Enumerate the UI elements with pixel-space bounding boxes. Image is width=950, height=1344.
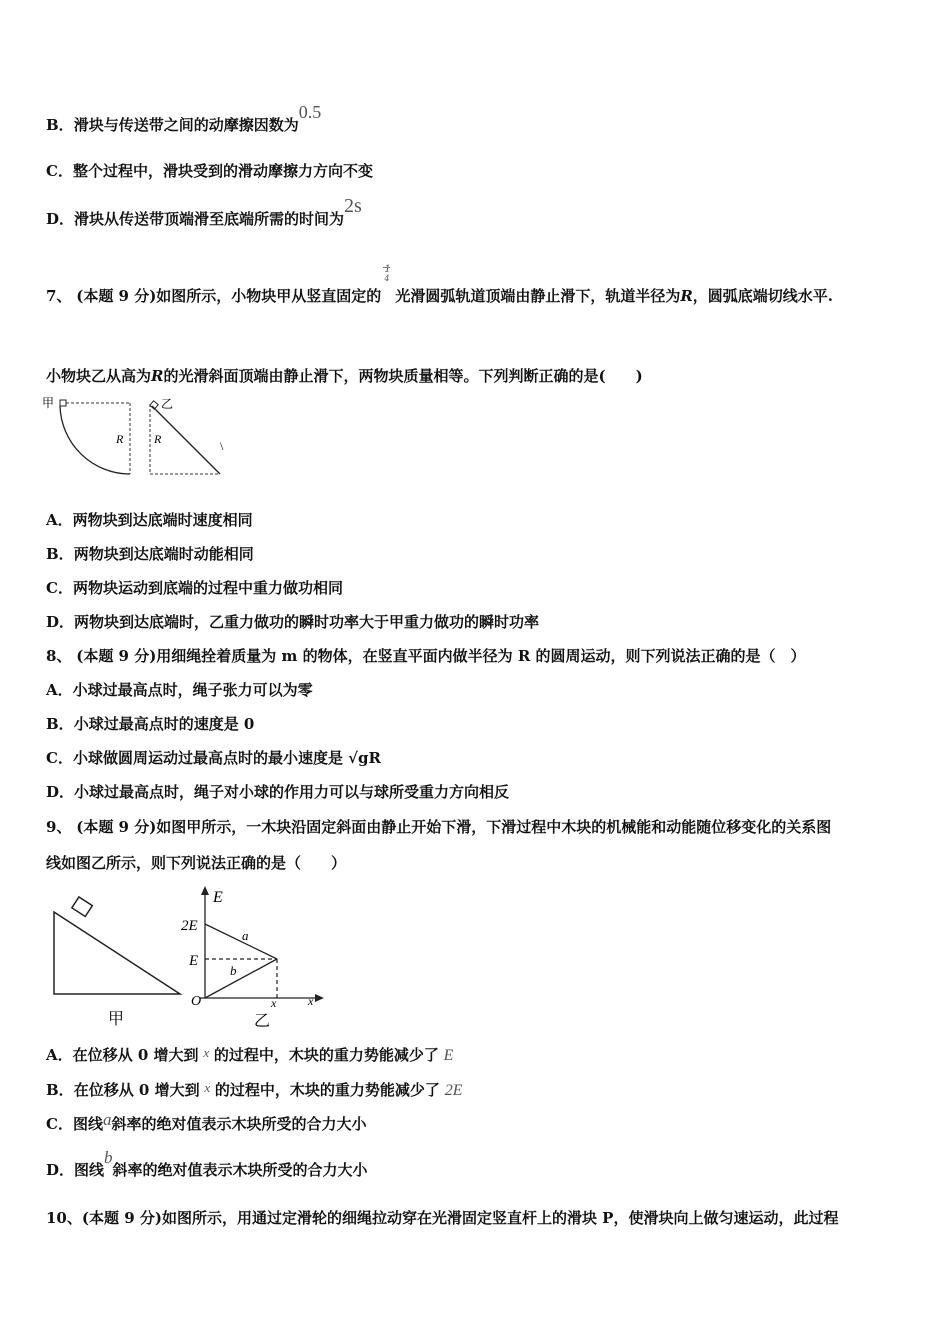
math-value: 0.5 [298,102,322,122]
stem-text: 小物块乙从高为 [46,367,152,385]
option-label: A． [46,1046,73,1064]
value-E: E [443,1047,454,1064]
label-yi: 乙 [161,397,174,411]
option-label: B． [46,1081,74,1099]
var-a: a [102,1110,112,1129]
q8-option-c [46,748,381,768]
option-label: B． [46,545,74,563]
stem-text: 用细绳拴着质量为 m 的物体，在竖直平面内做半径为 R 的圆周运动，则下列说法正确的是（ ） [156,647,806,665]
option-label: D． [46,1161,75,1179]
question-number: 7、 [46,287,72,305]
q9-option-d [46,1148,368,1180]
fraction-bar [383,267,390,268]
axis-x-arrow [315,994,324,1002]
q7-option-a [46,510,253,530]
option-label: D． [46,613,75,631]
label-jia: 甲 [42,396,55,410]
option-text: 小球过最高点时，绳子对小球的作用力可以与球所受重力方向相反 [74,783,510,801]
var-x: x [204,1080,211,1095]
q7-option-c [46,578,343,598]
q6-option-b [46,102,322,135]
option-text: 斜率的绝对值表示木块所受的合力大小 [111,1115,367,1133]
axis-E-label: E [213,889,223,906]
incline-triangle [54,912,180,994]
line-a [205,924,277,959]
option-label: B． [46,715,74,733]
figure-mark: \ [220,439,224,453]
option-text: 两物块到达底端时动能相同 [73,545,254,563]
option-text: 在位移从 0 增大到 [73,1081,200,1099]
q8-stem [46,646,806,666]
question-number: 9、 [46,818,72,836]
math-value: 2s [344,195,362,217]
option-text: 两物块运动到底端的过程中重力做功相同 [72,579,343,597]
q8-option-a [46,680,313,700]
var-x: x [203,1045,210,1060]
stem-text: 如图甲所示，一木块沿固定斜面由静止开始下滑，下滑过程中木块的机械能和动能随位移变化的关系图 [156,818,832,836]
q7-option-b [46,544,254,564]
q9-figure [40,880,340,1035]
tick-2E: 2E [181,918,198,934]
option-label: A． [46,681,73,699]
wood-block [72,897,92,917]
option-text: 滑块与传送带之间的动摩擦因数为 [73,116,299,134]
option-label: D． [46,783,75,801]
q7-stem-line1 [46,264,834,306]
q9-option-b [46,1080,463,1101]
option-label: C． [46,1115,73,1133]
question-number: 10、 [46,1209,82,1227]
fraction-numerator: 1 [384,264,391,275]
stem-text: ，圆弧底端切线水平. [692,287,834,305]
option-label: C． [46,579,73,597]
block-jia [60,400,66,406]
question-score: (本题 9 分) [76,287,157,305]
question-score: (本题 9 分) [81,1209,162,1227]
q7-stem-line2 [46,366,643,386]
stem-text: 光滑圆弧轨道顶端由静止滑下，轨道半径为 [395,287,681,305]
incline [152,406,220,474]
option-text: 小球做圆周运动过最高点时的最小速度是 √gR [72,749,381,767]
fraction-denominator: 4 [384,274,390,283]
tick-E: E [189,953,199,969]
option-label: B． [46,116,74,134]
q9-stem-line1 [46,817,831,837]
line-b-label: b [230,963,237,978]
option-text: 的过程中，木块的重力势能减少了 [213,1046,439,1064]
option-text: 的过程中，木块的重力势能减少了 [214,1081,440,1099]
var-b: b [104,1148,113,1167]
q6-option-d [46,195,362,229]
option-text: 两物块到达底端时速度相同 [72,511,253,529]
stem-text: 如图所示，小物块甲从竖直固定的 [156,287,382,305]
label-R2: R [154,432,162,446]
label-R1: R [116,432,124,446]
stem-text: 线如图乙所示，则下列说法正确的是（ ） [46,854,347,872]
question-score: (本题 9 分) [76,818,157,836]
fraction [381,264,395,306]
q9-stem-line2 [46,853,346,873]
option-text: 滑块从传送带顶端滑至底端所需的时间为 [74,210,345,228]
stem-text: 如图所示，用通过定滑轮的细绳拉动穿在光滑固定竖直杆上的滑块 P，使滑块向上做匀速运动，此过程 [161,1209,839,1227]
q7-option-d [46,612,539,632]
question-score: (本题 9 分) [76,647,157,665]
q8-option-b [46,714,254,734]
tick-x: x [271,996,277,1010]
option-text: 小球过最高点时，绳子张力可以为零 [72,681,313,699]
line-b [205,959,277,998]
q8-option-d [46,782,509,802]
question-number: 8、 [46,647,72,665]
q7-figure [40,394,240,484]
q9-option-a [46,1045,453,1066]
value-2E: 2E [444,1082,463,1099]
caption-jia: 甲 [108,1011,125,1028]
option-label: C． [46,749,73,767]
stem-text: 的光滑斜面顶端由静止滑下，两物块质量相等。下列判断正确的是( ) [163,367,643,385]
option-text: 斜率的绝对值表示木块所受的合力大小 [112,1161,368,1179]
q9-option-c [46,1110,367,1134]
option-text: 图线 [74,1161,105,1179]
line-a-label: a [242,928,249,943]
option-label: A． [46,511,73,529]
axis-E-arrow [201,886,209,895]
option-text: 小球过最高点时的速度是 0 [73,715,255,733]
caption-yi: 乙 [254,1013,271,1030]
var-R: R [151,367,164,385]
option-label: C． [46,162,73,180]
option-text: 整个过程中，滑块受到的滑动摩擦力方向不变 [72,162,373,180]
q10-stem [46,1208,838,1228]
option-text: 在位移从 0 增大到 [72,1046,199,1064]
var-R: R [680,287,693,305]
axis-x-label: x [308,994,314,1008]
option-text: 图线 [72,1115,103,1133]
origin-label: O [191,994,202,1009]
option-text: 两物块到达底端时，乙重力做功的瞬时功率大于甲重力做功的瞬时功率 [74,613,540,631]
q6-option-c [46,161,373,181]
option-label: D． [46,210,75,228]
